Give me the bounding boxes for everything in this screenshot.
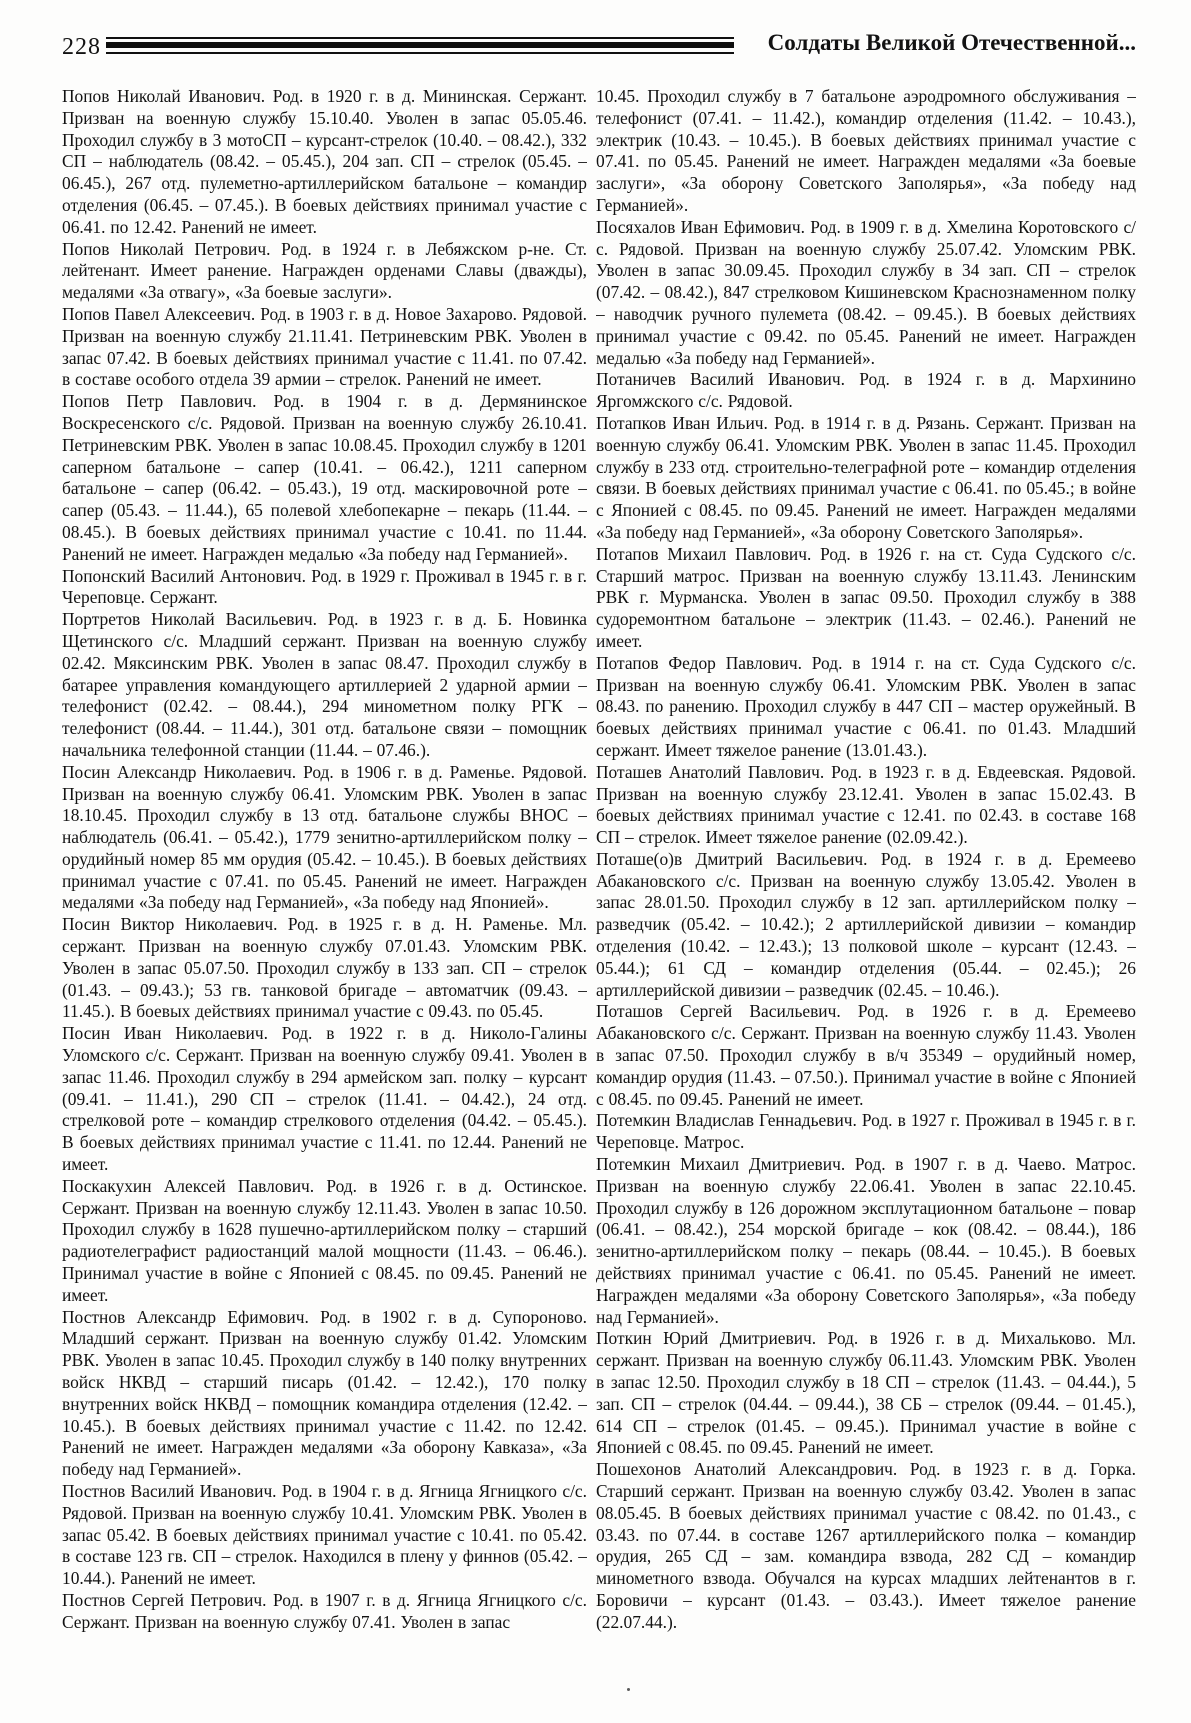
entry-paragraph: Пошехонов Анатолий Александрович. Род. в 1923 г. в д. Горка. Старший сержант. Призван на военную службу 03.42. Уволен в запас 08.05.45. В боевых действиях принимал участие с 08.42. по 01.43., с 03.43. по 07.44. в составе 1267 артиллерийского полка – командир орудия, 265 СД – зам. командира взвода, 282 СД – командир минометного взвода. Обучался на курсах младших лейтенантов в г. Боровичи – курсант (01.43. – 03.43.). Имеет тяжелое ранение (22.07.44.). (596, 1459, 1136, 1632)
entry-paragraph: Попов Николай Иванович. Род. в 1920 г. в д. Мининская. Сержант. Призван на военную службу 15.10.40. Уволен в запас 05.05.46. Проходил службу в 3 мотоСП – курсант-стрелок (10.40. – 08.42.), 332 СП – наблюдатель (08.42. – 05.45.), 204 зап. СП – стрелок (05.45. – 06.45.), 267 отд. пулеметно-артиллерийском батальоне – командир отделения (06.45. – 07.45.). В боевых действиях принимал участие с 06.41. по 12.42. Ранений не имеет. (62, 86, 587, 237)
right-text-column (596, 86, 1136, 1671)
entry-paragraph: Посин Виктор Николаевич. Род. в 1925 г. в д. Н. Раменье. Мл. сержант. Призван на военную службу 07.01.43. Уломским РВК. Уволен в запас 05.07.50. Проходил службу в 133 зап. СП – стрелок (01.43. – 09.43.); 53 гв. танковой бригаде – автоматчик (09.43. – 11.45.). В боевых действиях принимал участие с 09.43. по 05.45. (62, 914, 587, 1022)
page-number: 228 (62, 34, 101, 60)
entry-paragraph: Посяхалов Иван Ефимович. Род. в 1909 г. в д. Хмелина Коротовского с/с. Рядовой. Призван на военную службу 25.07.42. Уломским РВК. Уволен в запас 30.09.45. Проходил службу в 34 зап. СП – стрелок (07.42. – 08.42.), 847 стрелковом Кишиневском Краснознаменном полку – наводчик ручного пулемета (08.42. – 09.45.). В боевых действиях принимал участие с 09.42. по 05.45. Ранений не имеет. Награжден медалью «За победу над Германией». (596, 216, 1136, 368)
entry-paragraph: Поташе(о)в Дмитрий Васильевич. Род. в 1924 г. в д. Еремеево Абакановского с/с. Призван на военную службу 13.05.42. Уволен в запас 28.01.50. Проходил службу в 12 зап. артиллерийском полку – разведчик (05.42. – 10.42.); 2 артиллерийской дивизии – командир отделения (10.42. – 12.43.); 13 полковой школе – курсант (12.43. – 05.44.); 61 СД – командир отделения (05.44. – 02.45.); 26 артиллерийской дивизии – разведчик (02.45. – 10.46.). (596, 848, 1136, 1000)
entry-paragraph: Постнов Василий Иванович. Род. в 1904 г. в д. Ягница Ягницкого с/с. Рядовой. Призван на военную службу 10.41. Уломским РВК. Уволен в запас 05.42. В боевых действиях принимал участие с 10.41. по 05.42. в составе 123 гв. СП – стрелок. Находился в плену у финнов (05.42. – 10.44.). Ранений не имеет. (62, 1481, 587, 1589)
entry-paragraph: Постнов Александр Ефимович. Род. в 1902 г. в д. Супороново. Младший сержант. Призван на военную службу 01.42. Уломским РВК. Уволен в запас 10.45. Проходил службу в 140 полку внутренних войск НКВД – старший писарь (01.42. – 12.42.), 170 полку внутренних войск НКВД – помощник командира отделения (12.42. – 10.45.). В боевых действиях принимал участие с 11.42. по 12.42. Ранений не имеет. Награжден медалями «За оборону Кавказа», «За победу над Германией». (62, 1306, 587, 1480)
entry-paragraph: Поташев Анатолий Павлович. Род. в 1923 г. в д. Евдеевская. Рядовой. Призван на военную службу 23.12.41. Уволен в запас 15.02.43. В боевых действиях принимал участие с 12.41. по 02.43. в составе 168 СП – стрелок. Имеет тяжелое ранение (02.09.42.). (596, 761, 1136, 848)
entry-paragraph: Портретов Николай Васильевич. Род. в 1923 г. в д. Б. Новинка Щетинского с/с. Младший сержант. Призван на военную службу 02.42. Мяксинским РВК. Уволен в запас 08.47. Проходил службу в батарее управления командующего артиллерией 2 ударной армии – телефонист (02.42. – 08.44.), 294 минометном полку РГК – телефонист (08.44. – 11.44.), 301 отд. батальоне связи – помощник начальника телефонной станции (11.44. – 07.46.). (62, 609, 587, 760)
entry-paragraph: 10.45. Проходил службу в 7 батальоне аэродромного обслуживания – телефонист (07.41. – 11.42.), командир отделения (11.42. – 10.43.), электрик (10.43. – 10.45.). В боевых действиях принимал участие с 07.41. по 05.45. Ранений не имеет. Награжден медалями «За боевые заслуги», «За оборону Советского Заполярья», «За победу над Германией». (596, 86, 1136, 215)
entry-paragraph: Потапов Михаил Павлович. Род. в 1926 г. на ст. Суда Судского с/с. Старший матрос. Призван на военную службу 13.11.43. Ленинским РВК г. Мурманска. Уволен в запас 09.50. Проходил службу в 388 судоремонтном батальоне – электрик (11.43. – 02.46.). Ранений не имеет. (596, 543, 1136, 651)
entry-paragraph: Потапов Федор Павлович. Род. в 1914 г. на ст. Суда Судского с/с. Призван на военную службу 06.41. Уломским РВК. Уволен в запас 08.43. по ранению. Проходил службу в 447 СП – мастер оружейный. В боевых действиях принимал участие с 06.41. по 01.43. Младший сержант. Имеет тяжелое ранение (13.01.43.). (596, 652, 1136, 760)
entry-paragraph: Потемкин Владислав Геннадьевич. Род. в 1927 г. Проживал в 1945 г. в г. Череповце. Матрос. (596, 1110, 1136, 1153)
entry-paragraph: Постнов Сергей Петрович. Род. в 1907 г. в д. Ягница Ягницкого с/с. Сержант. Призван на военную службу 07.41. Уволен в запас (62, 1589, 587, 1632)
header-rule (106, 37, 734, 53)
entry-paragraph: Потапков Иван Ильич. Род. в 1914 г. в д. Рязань. Сержант. Призван на военную службу 06.41. Уломским РВК. Уволен в запас 11.45. Проходил службу в 233 отд. строительно-телеграфной роте – командир отделения связи. В боевых действиях принимал участие с 06.41. по 05.45.; в войне с Японией с 08.45. по 09.45. Ранений не имеет. Награжден медалями «За победу над Германией», «За оборону Советского Заполярья». (596, 412, 1136, 542)
running-title: Солдаты Великой Отечественной... (767, 30, 1136, 55)
entry-paragraph: Поташов Сергей Васильевич. Род. в 1926 г. в д. Еремеево Абакановского с/с. Сержант. Призван на военную службу 11.43. Уволен в запас 07.50. Проходил службу в в/ч 35349 – орудийный номер, командир орудия (11.43. – 07.50.). Принимал участие в войне с Японией с 08.45. по 09.45. Ранений не имеет. (596, 1001, 1136, 1109)
entry-paragraph: Поткин Юрий Дмитриевич. Род. в 1926 г. в д. Михальково. Мл. сержант. Призван на военную службу 06.11.43. Уломским РВК. Уволен в запас 12.50. Проходил службу в 18 СП – стрелок (11.43. – 04.44.), 5 зап. СП – стрелок (04.44. – 09.44.), 38 СБ – стрелок (09.44. – 01.45.), 614 СП – стрелок (01.45. – 09.45.). Принимал участие в войне с Японией с 08.45. по 09.45. Ранений не имеет. (596, 1328, 1136, 1458)
entry-paragraph: Попов Николай Петрович. Род. в 1924 г. в Лебяжском р-не. Ст. лейтенант. Имеет ранение. Награжден орденами Славы (дважды), медалями «За отвагу», «За боевые заслуги». (62, 238, 587, 303)
scan-artifact-dot (627, 1688, 630, 1691)
entry-paragraph: Попов Павел Алексеевич. Род. в 1903 г. в д. Новое Захарово. Рядовой. Призван на военную службу 21.11.41. Петриневским РВК. Уволен в запас 07.42. В боевых действиях принимал участие с 11.41. по 07.42. в составе особого отдела 39 армии – стрелок. Ранений не имеет. (62, 303, 587, 390)
entry-paragraph: Потемкин Михаил Дмитриевич. Род. в 1907 г. в д. Чаево. Матрос. Призван на военную службу 22.06.41. Уволен в запас 22.10.45. Проходил службу в 126 дорожном эксплутационном батальоне – повар (06.41. – 08.42.), 254 морской бригаде – кок (08.42. – 08.44.), 186 зенитно-артиллерийском полку – пекарь (08.44. – 10.45.). В боевых действиях принимал участие с 06.41. по 05.45. Ранений не имеет. Награжден медалями «За оборону Советского Заполярья», «За победу над Германией». (596, 1154, 1136, 1327)
entry-paragraph: Потаничев Василий Иванович. Род. в 1924 г. в д. Мархинино Яргомжского с/с. Рядовой. (596, 369, 1136, 412)
entry-paragraph: Посин Александр Николаевич. Род. в 1906 г. в д. Раменье. Рядовой. Призван на военную службу 06.41. Уломским РВК. Уволен в запас 18.10.45. Проходил службу в 13 отд. батальоне службы ВНОС – наблюдатель (06.41. – 05.42.), 1779 зенитно-артиллерийском полку – орудийный номер 85 мм орудия (05.42. – 10.45.). В боевых действиях принимал участие с 07.41. по 05.45. Ранений не имеет. Награжден медалями «За победу над Германией», «За победу над Японией». (62, 761, 587, 913)
entry-paragraph: Попов Петр Павлович. Род. в 1904 г. в д. Дермянинское Воскресенского с/с. Рядовой. Призван на военную службу 26.10.41. Петриневским РВК. Уволен в запас 10.08.45. Проходил службу в 1201 саперном батальоне – сапер (10.41. – 06.42.), 1211 саперном батальоне – сапер (06.42. – 05.43.), 19 отд. маскировочной роте – сапер (05.43. – 11.44.), 65 полевой хлебопекарне – пекарь (11.44. – 08.45.). В боевых действиях принимал участие с 10.41. по 11.44. Ранений не имеет. Награжден медалью «За победу над Германией». (62, 391, 587, 564)
entry-paragraph: Поскакухин Алексей Павлович. Род. в 1926 г. в д. Остинское. Сержант. Призван на военную службу 12.11.43. Уволен в запас 10.50. Проходил службу в 1628 пушечно-артиллерийском полку – старший радиотелеграфист радиостанций малой мощности (11.43. – 06.46.). Принимал участие в войне с Японией с 08.45. по 09.45. Ранений не имеет. (62, 1175, 587, 1305)
entry-paragraph: Попонский Василий Антонович. Род. в 1929 г. Проживал в 1945 г. в г. Череповце. Сержант. (62, 565, 587, 608)
running-head (62, 30, 1136, 64)
entry-paragraph: Посин Иван Николаевич. Род. в 1922 г. в д. Николо-Галины Уломского с/с. Сержант. Призван на военную службу 09.41. Уволен в запас 11.46. Проходил службу в 294 армейском зап. полку – курсант (09.41. – 11.41.), 290 СП – стрелок (11.41. – 04.42.), 24 отд. стрелковой роте – командир стрелкового отделения (04.42. – 05.45.). В боевых действиях принимал участие с 11.41. по 12.44. Ранений не имеет. (62, 1023, 587, 1175)
left-text-column (62, 86, 587, 1671)
